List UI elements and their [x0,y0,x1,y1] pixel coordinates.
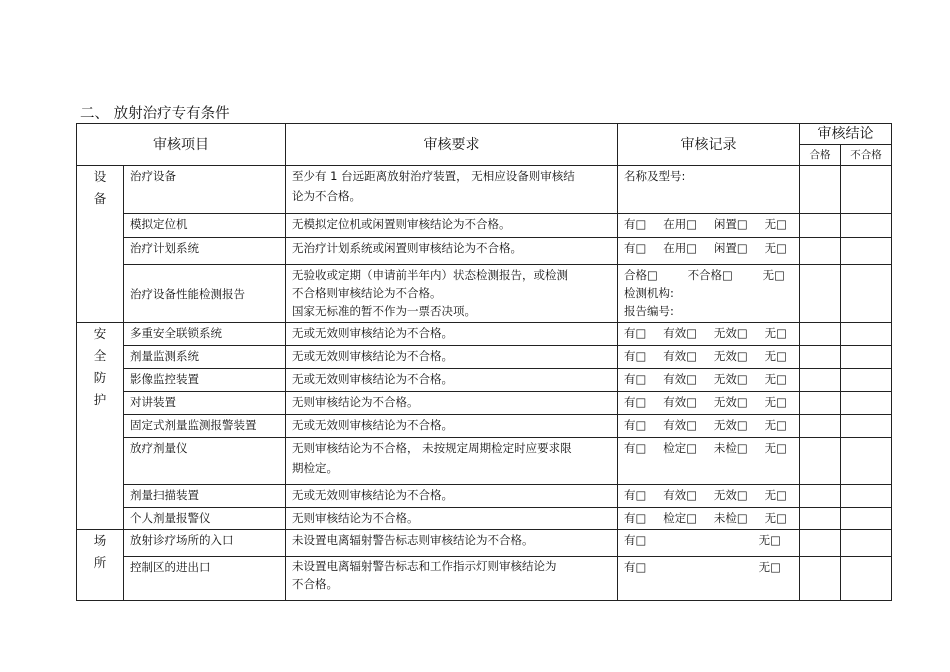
requirement-text: 无或无效则审核结论为不合格。 [286,415,618,438]
header-fail: 不合格 [841,145,892,166]
item-label: 治疗计划系统 [124,238,286,265]
audit-table [76,123,892,601]
item-label: 影像监控装置 [124,369,286,392]
fail-cell[interactable] [841,415,892,438]
pass-cell[interactable] [800,166,841,214]
record-cell: 有□ 在用□ 闲置□ 无□ [618,238,800,265]
fail-cell[interactable] [841,238,892,265]
record-cell: 有□ 有效□ 无效□ 无□ [618,485,800,508]
fail-cell[interactable] [841,369,892,392]
table-row [77,530,892,557]
requirement-text: 无或无效则审核结论为不合格。 [286,369,618,392]
pass-cell[interactable] [800,346,841,369]
item-label: 放射诊疗场所的入口 [124,530,286,557]
table-row [77,392,892,415]
item-label: 放疗剂量仪 [124,438,286,485]
item-label: 控制区的进出口 [124,557,286,601]
record-cell: 有□ 无□ [618,557,800,601]
record-cell: 有□ 有效□ 无效□ 无□ [618,392,800,415]
table-row [77,485,892,508]
fail-cell[interactable] [841,214,892,238]
pass-cell[interactable] [800,392,841,415]
requirement-text: 无则审核结论为不合格。 [286,392,618,415]
table-row [77,557,892,601]
fail-cell[interactable] [841,265,892,323]
item-label: 对讲装置 [124,392,286,415]
fail-cell[interactable] [841,530,892,557]
table-row [77,346,892,369]
requirement-text: 未设置电离辐射警告标志和工作指示灯则审核结论为 不合格。 [286,557,618,601]
item-label: 剂量监测系统 [124,346,286,369]
fail-cell[interactable] [841,346,892,369]
fail-cell[interactable] [841,392,892,415]
pass-cell[interactable] [800,214,841,238]
item-label: 治疗设备性能检测报告 [124,265,286,323]
record-cell: 有□ 有效□ 无效□ 无□ [618,323,800,346]
section-title: 二、 放射治疗专有条件 [80,106,230,122]
pass-cell[interactable] [800,238,841,265]
table-row [77,438,892,485]
group-safety: 安 全 防 护 [77,323,124,530]
header-record: 审核记录 [618,124,800,166]
item-label: 治疗设备 [124,166,286,214]
requirement-text: 无验收或定期（申请前半年内）状态检测报告，或检测 不合格则审核结论为不合格。 国家无标准的暂不作为一票否决项。 [286,265,618,323]
record-cell: 有□ 有效□ 无效□ 无□ [618,346,800,369]
table-row [77,415,892,438]
group-equipment: 设 备 [77,166,124,323]
requirement-text: 无治疗计划系统或闲置则审核结论为不合格。 [286,238,618,265]
table-row [77,369,892,392]
requirement-text: 无模拟定位机或闲置则审核结论为不合格。 [286,214,618,238]
table-row [77,508,892,530]
item-label: 剂量扫描装置 [124,485,286,508]
record-cell: 合格□ 不合格□ 无□ 检测机构: 报告编号: [618,265,800,323]
requirement-text: 无则审核结论为不合格。 [286,508,618,530]
fail-cell[interactable] [841,323,892,346]
pass-cell[interactable] [800,415,841,438]
record-cell: 有□ 检定□ 未检□ 无□ [618,438,800,485]
requirement-text: 未设置电离辐射警告标志则审核结论为不合格。 [286,530,618,557]
requirement-text: 无或无效则审核结论为不合格。 [286,323,618,346]
fail-cell[interactable] [841,508,892,530]
pass-cell[interactable] [800,265,841,323]
record-cell: 有□ 无□ [618,530,800,557]
fail-cell[interactable] [841,166,892,214]
requirement-text: 无则审核结论为不合格， 未按规定周期检定时应要求限 期检定。 [286,438,618,485]
record-cell: 有□ 有效□ 无效□ 无□ [618,369,800,392]
pass-cell[interactable] [800,557,841,601]
fail-cell[interactable] [841,485,892,508]
table-row [77,238,892,265]
pass-cell[interactable] [800,369,841,392]
item-label: 模拟定位机 [124,214,286,238]
fail-cell[interactable] [841,557,892,601]
item-label: 多重安全联锁系统 [124,323,286,346]
header-requirement: 审核要求 [286,124,618,166]
header-pass: 合格 [800,145,841,166]
header-item: 审核项目 [77,124,286,166]
table-row [77,166,892,214]
table-row [77,323,892,346]
item-label: 个人剂量报警仪 [124,508,286,530]
pass-cell[interactable] [800,323,841,346]
requirement-text: 无或无效则审核结论为不合格。 [286,485,618,508]
header-conclusion: 审核结论 [800,124,892,145]
record-cell: 有□ 有效□ 无效□ 无□ [618,415,800,438]
record-cell: 名称及型号: [618,166,800,214]
group-site: 场 所 [77,530,124,601]
fail-cell[interactable] [841,438,892,485]
record-cell: 有□ 在用□ 闲置□ 无□ [618,214,800,238]
pass-cell[interactable] [800,508,841,530]
table-row [77,214,892,238]
item-label: 固定式剂量监测报警装置 [124,415,286,438]
table-row [77,265,892,323]
requirement-text: 至少有 1 台远距离放射治疗装置， 无相应设备则审核结 论为不合格。 [286,166,618,214]
pass-cell[interactable] [800,485,841,508]
record-cell: 有□ 检定□ 未检□ 无□ [618,508,800,530]
requirement-text: 无或无效则审核结论为不合格。 [286,346,618,369]
pass-cell[interactable] [800,530,841,557]
pass-cell[interactable] [800,438,841,485]
